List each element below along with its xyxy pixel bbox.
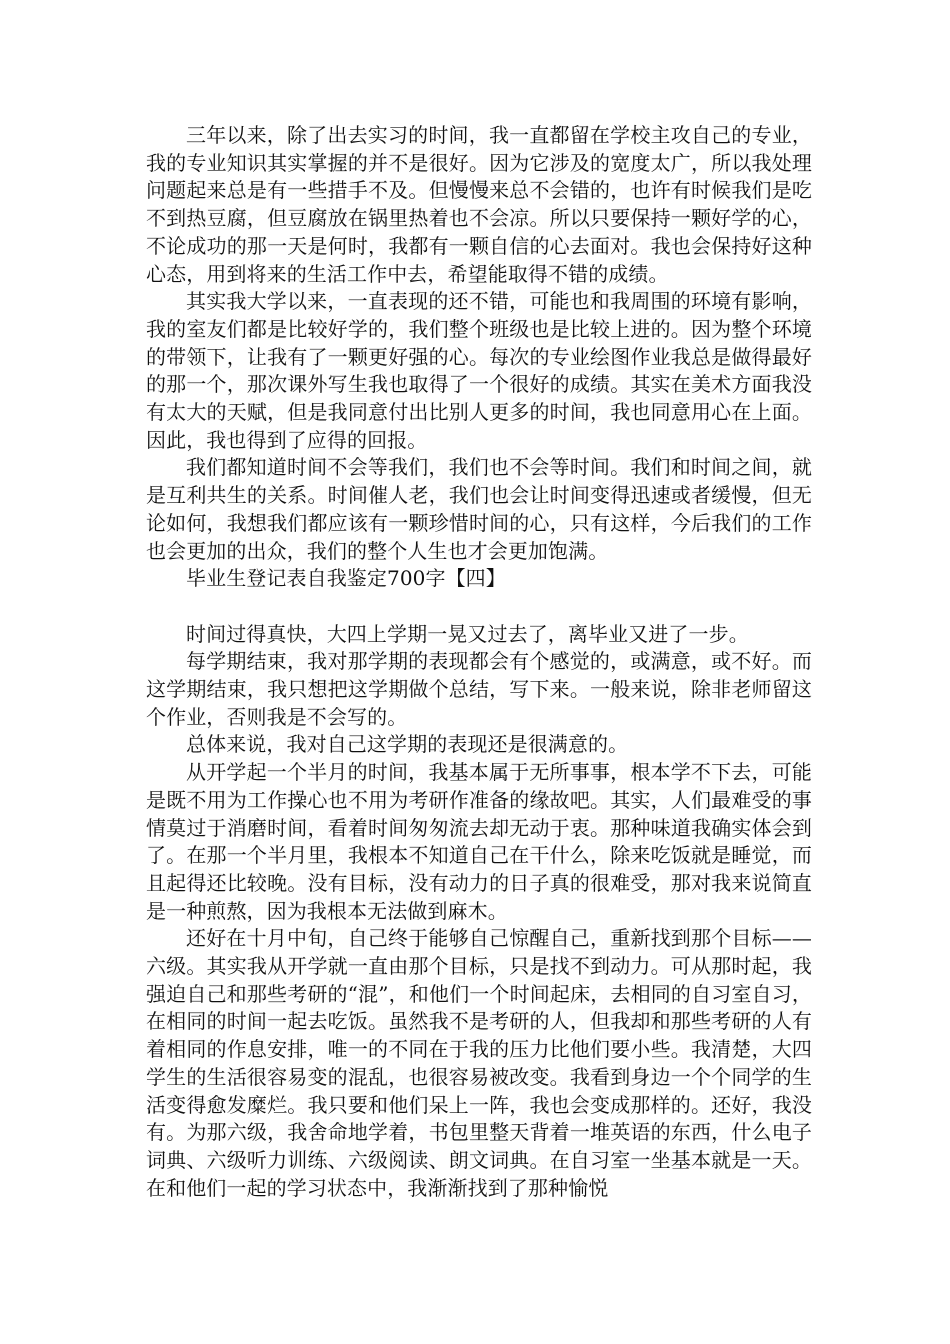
paragraph: 每学期结束，我对那学期的表现都会有个感觉的，或满意，或不好。而这学期结束，我只想把这学期做个总结，写下来。一般来说，除非老师留这个作业，否则我是不会写的。 bbox=[146, 649, 812, 729]
paragraph: 其实我大学以来，一直表现的还不错，可能也和我周围的环境有影响，我的室友们都是比较好学的，我们整个班级也是比较上进的。因为整个环境的带领下，让我有了一颗更好强的心。每次的专业绘图作业我总是做得最好的那一个，那次课外写生我也取得了一个很好的成绩。其实在美术方面我没有太大的天赋，但是我同意付出比别人更多的时间，我也同意用心在上面。因此，我也得到了应得的回报。 bbox=[146, 289, 812, 452]
paragraph: 从开学起一个半月的时间，我基本属于无所事事，根本学不下去，可能是既不用为工作操心也不用为考研作准备的缘故吧。其实，人们最难受的事情莫过于消磨时间，看着时间匆匆流去却无动于衷。那种味道我确实体会到了。在那一个半月里，我根本不知道自己在干什么，除来吃饭就是睡觉，而且起得还比较晚。没有目标，没有动力的日子真的很难受，那对我来说简直是一种煎熬，因为我根本无法做到麻木。 bbox=[146, 760, 812, 923]
section-heading: 毕业生登记表自我鉴定700字【四】 bbox=[186, 566, 506, 591]
paragraph: 三年以来，除了出去实习的时间，我一直都留在学校主攻自己的专业，我的专业知识其实掌握的并不是很好。因为它涉及的宽度太广，所以我处理问题起来总是有一些措手不及。但慢慢来总不会错的，也许有时候我们是吃不到热豆腐，但豆腐放在锅里热着也不会凉。所以只要保持一颗好学的心，不论成功的那一天是何时，我都有一颗自信的心去面对。我也会保持好这种心态，用到将来的生活工作中去，希望能取得不错的成绩。 bbox=[146, 123, 812, 286]
paragraph: 时间过得真快，大四上学期一晃又过去了，离毕业又进了一步。 bbox=[186, 621, 749, 646]
paragraph: 总体来说，我对自己这学期的表现还是很满意的。 bbox=[186, 732, 629, 757]
document-body bbox=[146, 122, 812, 1202]
paragraph: 还好在十月中旬，自己终于能够自己惊醒自己，重新找到那个目标——六级。其实我从开学就一直由那个目标，只是找不到动力。可从那时起，我强迫自己和那些考研的“混”，和他们一个时间起床，去相同的自习室自习，在相同的时间一起去吃饭。虽然我不是考研的人，但我却和那些考研的人有着相同的作息安排，唯一的不同在于我的压力比他们要小些。我清楚，大四学生的生活很容易变的混乱，也很容易被改变。我看到身边一个个同学的生活变得愈发糜烂。我只要和他们呆上一阵，我也会变成那样的。还好，我没有。为那六级，我舍命地学着，书包里整天背着一堆英语的东西，什么电子词典、六级听力训练、六级阅读、朗文词典。在自习室一坐基本就是一天。在和他们一起的学习状态中，我渐渐找到了那种愉悦 bbox=[146, 926, 812, 1200]
paragraph: 我们都知道时间不会等我们，我们也不会等时间。我们和时间之间，就是互利共生的关系。时间催人老，我们也会让时间变得迅速或者缓慢，但无论如何，我想我们都应该有一颗珍惜时间的心，只有这样，今后我们的工作也会更加的出众，我们的整个人生也才会更加饱满。 bbox=[146, 455, 812, 563]
